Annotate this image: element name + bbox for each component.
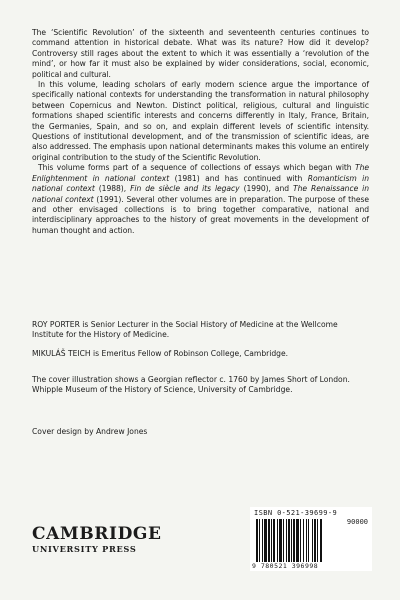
title-renaissance: The Renaissance in national context xyxy=(32,184,370,204)
blurb-paragraph-3 xyxy=(32,163,369,236)
barcode-panel xyxy=(250,507,372,571)
publisher-line-1: CAMBRIDGE xyxy=(32,524,162,544)
title-fin-de-siecle: Fin de siècle and its legacy xyxy=(130,184,240,194)
title-romanticism: Romanticism in national context xyxy=(32,173,369,194)
title-enlightenment: The Enlightenment in national context xyxy=(32,163,369,183)
para3-text-d: (1990), and xyxy=(239,184,294,194)
author-teich: MIKULÁŠ TEICH is Emeritus Fellow of Robinson College, Cambridge. xyxy=(32,348,289,358)
blurb-paragraph-2: In this volume, leading scholars of early modern science argue the importance of specifically national contexts for understanding the transformation in natural philosophy between Copernicus and Newton. Distinct political, religious, cultural and linguistic formations shaped scientific interests and concerns differently in Italy, France, Britain, the Germanies, Spain, and so on, and explain different levels of scientific intensity. Questions of institutional development, and of the transmission of scientific ideas, are also addressed. The emphasis upon national determinants makes this volume an entirely original contribution to the study of the Scientific Revolution. xyxy=(32,80,369,162)
para3-text-e: (1991). Several other volumes are in preparation. The purpose of these and other envisaged collections is to bring together comparative, national and interdisciplinary approaches to the history of great movements in the development of human thought and action. xyxy=(32,194,369,235)
para3-text-b: (1981) and has continued with xyxy=(169,173,308,183)
para3-text-a: This volume forms part of a sequence of collections of essays which began with xyxy=(38,163,356,173)
price-code: 90000 xyxy=(346,518,368,526)
blurb xyxy=(32,28,369,236)
author-bios xyxy=(32,320,369,367)
blurb-paragraph-1: The ‘Scientific Revolution’ of the sixteenth and seventeenth centuries continues to command attention in historical debate. What was its nature? How did it develop? Controversy still rages about the extent to which it was essentially a ‘revolution of the mind’, or how far it must also be explained by wider considerations, social, economic, political and cultural. xyxy=(32,28,369,79)
publisher-line-2: UNIVERSITY PRESS xyxy=(32,544,137,554)
cover-design-credit: Cover design by Andrew Jones xyxy=(32,427,148,436)
para3-text-c: (1988), xyxy=(94,184,131,194)
isbn-text: ISBN 0-521-39699-9 xyxy=(254,509,338,517)
cover-illustration-note: The cover illustration shows a Georgian reflector c. 1760 by James Short of London. Whipple Museum of the History of Science, University of Cambridge. xyxy=(32,375,350,395)
author-porter: ROY PORTER is Senior Lecturer in the Social History of Medicine at the Wellcome Institute for the History of Medicine. xyxy=(32,320,338,340)
barcode-icon xyxy=(256,519,342,562)
publisher-logo xyxy=(32,526,162,554)
barcode-digits: 9 780521 396998 xyxy=(252,562,319,570)
